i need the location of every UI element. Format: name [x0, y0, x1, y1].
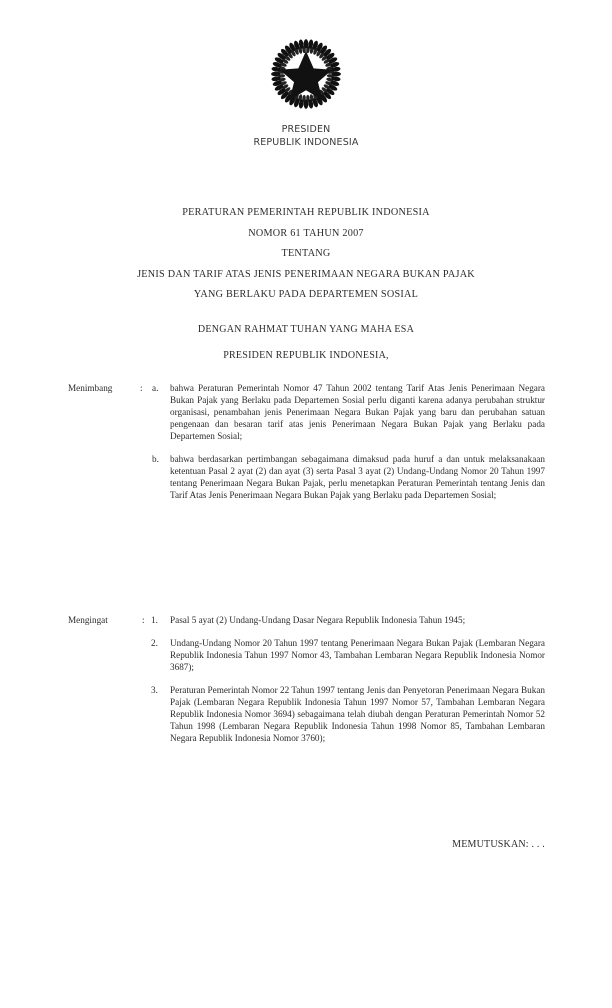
item-marker: 1. [151, 615, 158, 625]
item-marker: 3. [151, 685, 158, 696]
title-line-number: NOMOR 61 TAHUN 2007 [248, 227, 364, 239]
preamble-president: PRESIDEN REPUBLIK INDONESIA, [223, 350, 389, 361]
clause-colon-mengingat: : [142, 615, 145, 625]
title-line-subject-1: JENIS DAN TARIF ATAS JENIS PENERIMAAN NEGARA BUKAN PAJAK [137, 268, 475, 280]
item-text: Pasal 5 ayat (2) Undang-Undang Dasar Negara Republik Indonesia Tahun 1945; [170, 615, 466, 625]
title-line-about: TENTANG [281, 248, 331, 259]
mengingat-item-list [68, 614, 545, 744]
garuda-star-wreath-icon [265, 38, 347, 110]
menimbang-item-list [68, 382, 545, 501]
clause-label-menimbang: Menimbang [68, 383, 113, 393]
clause-label-mengingat: Mengingat [68, 615, 108, 625]
presidential-emblem-block [0, 38, 612, 115]
item-text: bahwa berdasarkan pertimbangan sebagaimana dimaksud pada huruf a dan untuk melaksanakaan ketentuan Pasal 2 ayat (2) dan ayat (3) serta Pasal 3 ayat (2) Undang-Undang Nomor 20 Tahun 1997 tentang Penerimaan Negara Bukan Pajak, perlu menetapkan Peraturan Pemerintah tentang Jenis dan Tarif Atas Jenis Penerimaan Negara Bukan Pajak yang Berlaku pada Departemen Sosial; [170, 454, 545, 501]
emblem-caption-line-2: REPUBLIK INDONESIA [253, 136, 359, 148]
emblem-caption-line-1: PRESIDEN [281, 124, 331, 135]
list-item [68, 684, 545, 744]
preamble-blessing: DENGAN RAHMAT TUHAN YANG MAHA ESA [197, 324, 415, 335]
list-item [68, 614, 545, 626]
item-text: Peraturan Pemerintah Nomor 22 Tahun 1997 tentang Jenis dan Penyetoran Penerimaan Negara Bukan Pajak (Lembaran Negara Republik Indonesia Tahun 1997 Nomor 57, Tambahan Lembaran Negara Republik Indonesia Nomor 3694) sebagaimana telah diubah dengan Peraturan Pemerintah Nomor 52 Tahun 1998 (Lembaran Negara Republik Indonesia Tahun 1998 Nomor 85, Tambahan Lembaran Negara Republik Indonesia Nomor 3760); [170, 685, 545, 744]
clause-menimbang [68, 382, 545, 501]
title-line-subject-2: YANG BERLAKU PADA DEPARTEMEN SOSIAL [193, 289, 419, 300]
footer-memutuskan: MEMUTUSKAN: . . . [452, 839, 545, 850]
title-line-regulation: PERATURAN PEMERINTAH REPUBLIK INDONESIA [182, 207, 430, 218]
item-marker: 2. [151, 638, 158, 649]
preamble-block [0, 324, 612, 361]
clause-mengingat [68, 614, 545, 744]
item-marker: b. [152, 454, 159, 465]
item-marker: a. [152, 383, 159, 393]
emblem-caption [0, 124, 612, 149]
item-text: bahwa Peraturan Pemerintah Nomor 47 Tahun 2002 tentang Tarif Atas Jenis Penerimaan Negara Bukan Pajak yang Berlaku pada Departemen Sosial perlu diganti karena adanya perubahan struktur organisasi, penambahan jenis Penerimaan Negara Bukan Pajak yang baru dan perubahan satuan pengenaan dan besaran tarif atas jenis Penerimaan Negara Bukan Pajak yang Berlaku pada Departemen Sosial; [170, 383, 545, 442]
clause-colon-menimbang: : [140, 383, 143, 393]
document-title [0, 203, 612, 306]
item-text: Undang-Undang Nomor 20 Tahun 1997 tentang Penerimaan Negara Bukan Pajak (Lembaran Negara Republik Indonesia Tahun 1997 Nomor 43, Tambahan Lembaran Negara Republik Indonesia Nomor 3687); [170, 638, 545, 673]
list-item [68, 637, 545, 673]
list-item [68, 453, 545, 501]
list-item [68, 382, 545, 442]
